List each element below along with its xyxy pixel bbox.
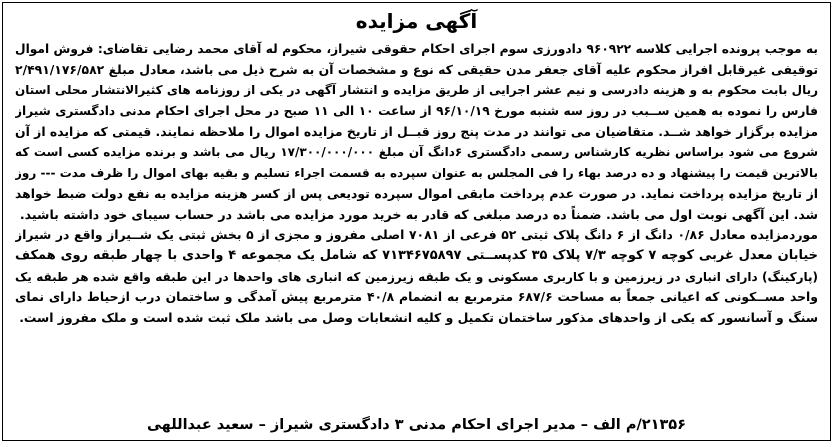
body-line: فارس را نموده به همین ســبب در روز سه شنبه مورخ ۹۶/۱۰/۱۹ از ساعت ۱۰ الی ۱۱ صبح در محل اجرای احکام مدنی دادگستری شیراز (15, 104, 818, 119)
body-line: توقیفی غیرقابل افراز محکوم علیه آقای جعفر مدن حقیقی که نوع و مشخصات آن به شرح ذیل می باشد، معادل مبلغ ۲/۴۹۱/۱۷۶/۵۸۲ (15, 61, 818, 77)
notice-body (15, 39, 818, 329)
body-line: به موجب پرونده اجرایی کلاسه ۹۶۰۹۲۲ دادورزی سوم اجرای احکام حقوقی شیراز، محکوم له آقای محمد رضایی تقاضای: فروش اموال (15, 42, 818, 56)
notice-signature: ۲۱۳۵۶/م الف – مدیر اجرای احکام مدنی ۳ دادگستری شیراز – سعید عبداللهی (146, 417, 687, 433)
body-line: از تاریخ مزایده پرداخت نماید. در صورت عدم پرداخت مابقی اموال سپرده تودیعی پس از کسر هزینه مزایده به نفع دولت ضبط خواهد (15, 185, 818, 201)
body-line: (پارکینگ) دارای انباری در زیرزمین و با کاربری مسکونی و یک طبقه زیرزمین که انباری های واحدها در این طبقه واقع شده هر طبقه یک (15, 269, 818, 284)
body-line: مزایده برگزار خواهد شــد. متقاضیان می توانند در مدت پنج روز قبــل از تاریخ مزایده اموال را ملاحظه نمایند. قیمتی که مزایده از آن (15, 123, 818, 139)
body-line: بالاترین قیمت را پیشنهاد و ده درصد بهاء را فی المجلس به عنوان سپرده به قسمت اجراء تسلیم و بقیه بهای اموال را ظرف مدت --- روز (15, 166, 818, 181)
body-line: خیابان معدل غربی کوچه ۷ کوچه ۷/۳ پلاک ۳۵ کدپســتی ۷۱۳۴۶۷۵۸۹۷ که شامل یک مجموعه ۴ واحدی با چهار طبقه روی همکف (15, 247, 818, 263)
auction-notice (2, 2, 831, 441)
body-line: سنگ و آسانسور که یکی از واحدهای مذکور ساختمان تکمیل و کلیه انشعابات وصل می باشد ملک ثبت شده است و ملک مفروز است. (19, 309, 818, 325)
body-line: شد. این آگهی نوبت اول می باشد. ضمناً ده درصد مبلغی که قادر به خرید مورد مزایده می باشد در حساب سیبای خود داشته باشید. (19, 206, 818, 222)
notice-title: آگهی مزایده (355, 9, 478, 33)
body-line: موردمزایده معادل ۰/۸۶ دانگ از ۶ دانگ پلاک ثبتی ۵۲ فرعی از ۷۰۸۱ اصلی مفروز و مجزی از ۵ بخش ثبتی یک شــیراز واقع در شیراز (15, 227, 818, 243)
body-line: شروع می شود براساس نظریه کارشناس رسمی دادگستری ۶دانگ آن مبلغ ۱۷/۳۰۰/۰۰۰/۰۰۰ ریال می باشد و برنده مزایده کسی است که (15, 145, 818, 160)
body-line: ریال بابت محکوم به و هزینه دادرسی و نیم عشر اجرایی از طریق مزایده و انتشار آگهی در یکی از روزنامه های کثیرالانتشار محلی استان (15, 83, 818, 98)
body-line: واحد مســکونی که اعیانی جمعاً به مساحت ۶۸۷/۶ مترمربع به انضمام ۴۰/۸ مترمربع پیش آمدگی و ساختمان درب ازحیاط دارای نمای (15, 289, 818, 305)
